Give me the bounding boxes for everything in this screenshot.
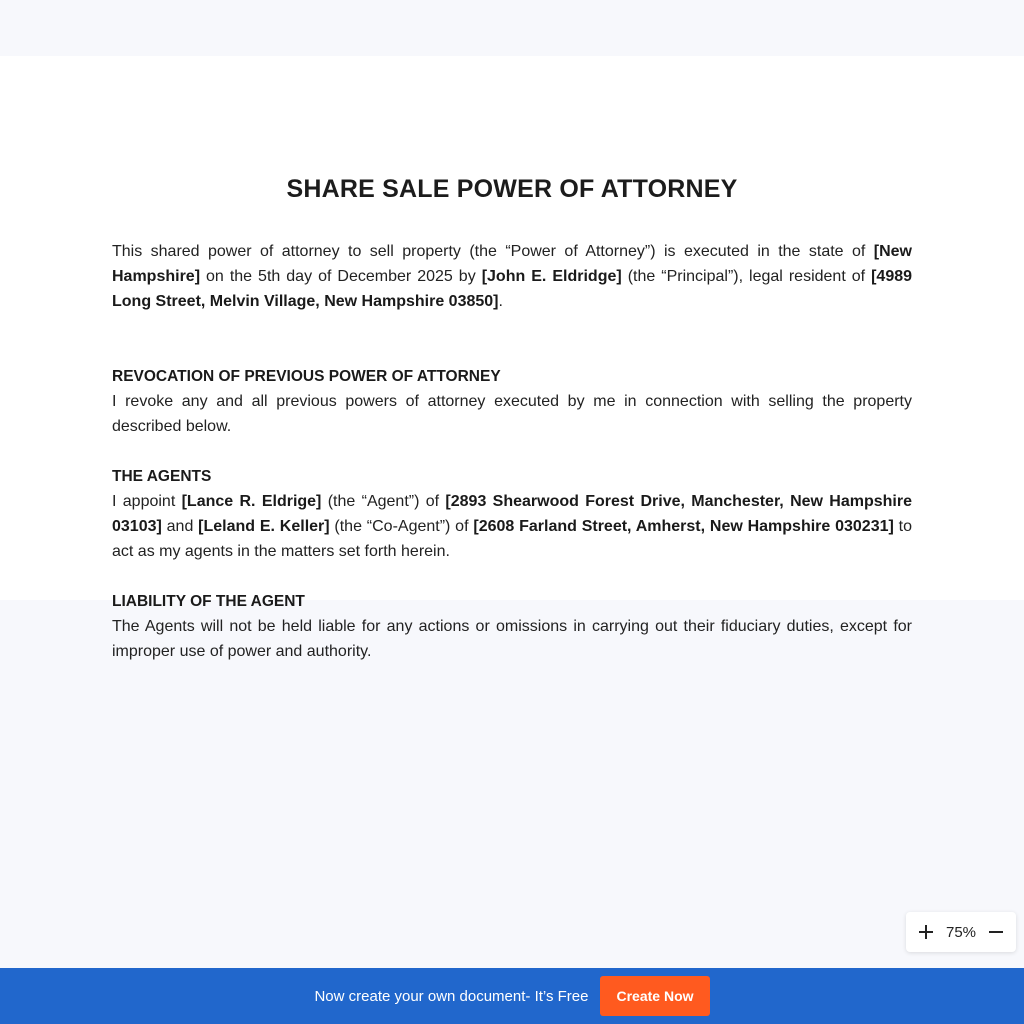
revocation-heading: REVOCATION OF PREVIOUS POWER OF ATTORNEY <box>112 368 501 385</box>
principal-address-field: [4989 Long Street, Melvin Village, New Hampshire 03850] <box>112 268 913 310</box>
zoom-in-button[interactable] <box>914 920 938 944</box>
document-title: SHARE SALE POWER OF ATTORNEY <box>286 175 738 203</box>
zoom-out-button[interactable] <box>984 920 1008 944</box>
agents-text-4: (the “Co-Agent”) of <box>329 518 474 535</box>
agents-text-5: to act as my agents in the matters set forth herein. <box>112 518 912 560</box>
intro-text-4: . <box>498 293 503 310</box>
intro-text-2: on the 5th day of December 2025 by <box>200 268 482 285</box>
agents-paragraph <box>112 489 912 564</box>
minus-icon <box>988 924 1004 940</box>
footer-text: Now create your own document- It’s Free <box>314 987 589 1005</box>
state-field: [New Hampshire] <box>112 243 912 285</box>
liability-section <box>112 589 912 664</box>
agents-text-1: I appoint <box>112 493 182 510</box>
zoom-control <box>906 912 1016 952</box>
liability-heading: LIABILITY OF THE AGENT <box>112 593 305 610</box>
coagent-address-field: [2608 Farland Street, Amherst, New Hampshire 030231] <box>473 518 894 535</box>
document-page <box>0 56 1024 660</box>
agents-text-2: (the “Agent”) of <box>321 493 446 510</box>
intro-text-3: (the “Principal”), legal resident of <box>621 268 872 285</box>
agents-section <box>112 464 912 564</box>
document-body <box>112 239 912 689</box>
intro-paragraph <box>112 239 912 314</box>
agents-text-3: and <box>161 518 199 535</box>
intro-text-1: This shared power of attorney to sell property (the “Power of Attorney”) is executed in the state of <box>112 243 874 260</box>
agents-heading: THE AGENTS <box>112 468 212 485</box>
revocation-text: I revoke any and all previous powers of attorney executed by me in connection with selling the property described below. <box>112 393 912 435</box>
coagent-name-field: [Leland E. Keller] <box>198 518 330 535</box>
agent-name-field: [Lance R. Eldrige] <box>181 493 322 510</box>
liability-text: The Agents will not be held liable for any actions or omissions in carrying out their fiduciary duties, except for improper use of power and authority. <box>112 618 912 660</box>
revocation-section <box>112 364 912 439</box>
footer-cta-bar <box>0 968 1024 1024</box>
plus-icon <box>918 924 934 940</box>
principal-field: [John E. Eldridge] <box>481 268 622 285</box>
create-now-button[interactable]: Create Now <box>600 976 709 1016</box>
agent-address-field: [2893 Shearwood Forest Drive, Manchester, New Hampshire 03103] <box>112 493 912 535</box>
zoom-level: 75% <box>945 923 977 941</box>
